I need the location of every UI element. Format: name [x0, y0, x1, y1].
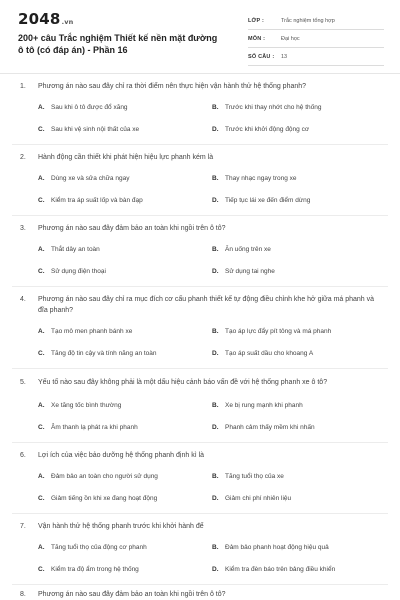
option-letter: A. [38, 104, 45, 111]
question-number: 4. [20, 296, 26, 303]
option-letter: A. [38, 544, 45, 551]
option-text: Xe bị rung mạnh khi phanh [225, 402, 303, 409]
option-text: Thắt dây an toàn [51, 246, 100, 253]
answer-option[interactable] [38, 424, 138, 431]
option-letter: B. [212, 104, 219, 111]
meta-row-subject [248, 30, 384, 48]
answer-option[interactable] [38, 350, 157, 357]
answer-option[interactable] [38, 402, 121, 409]
option-text: Tiếp tục lái xe đến điểm dừng [225, 197, 311, 204]
question-number: 7. [20, 523, 26, 530]
option-letter: A. [38, 473, 45, 480]
answer-option[interactable] [212, 544, 329, 551]
option-letter: C. [38, 350, 45, 357]
question-number: 6. [20, 452, 26, 459]
option-letter: D. [212, 268, 219, 275]
meta-label: MÔN : [248, 35, 266, 42]
option-letter: C. [38, 495, 45, 502]
question-divider [12, 144, 388, 145]
option-text: Giảm chi phí nhiên liệu [225, 495, 292, 502]
question-divider [12, 215, 388, 216]
question-body: Lợi ích của việc bảo dưỡng hệ thống phanh định kì là [38, 452, 205, 459]
question-number: 5. [20, 379, 26, 386]
logo-tld: .vn [61, 18, 74, 26]
option-text: Sử dụng điện thoại [51, 268, 106, 275]
answer-option[interactable] [38, 566, 139, 573]
answer-option[interactable] [212, 350, 313, 357]
quiz-meta [248, 12, 384, 66]
option-text: Xe tăng tốc bình thường [51, 402, 122, 409]
option-letter: C. [38, 126, 45, 133]
option-text: Tăng tuổi thọ của động cơ phanh [51, 544, 147, 551]
answer-option[interactable] [38, 544, 147, 551]
answer-option[interactable] [212, 424, 315, 431]
option-text: Trước khi thay nhớt cho hệ thống [225, 104, 322, 111]
site-logo[interactable] [18, 10, 74, 28]
option-text: Thay nhạc ngay trong xe [225, 175, 297, 182]
option-text: Tạo mô men phanh bánh xe [51, 328, 133, 335]
option-text: Sau khi ô tô được đổ xăng [51, 104, 128, 111]
question-text [20, 82, 380, 93]
option-letter: D. [212, 126, 219, 133]
option-text: Đảm bảo an toàn cho người sử dụng [51, 473, 158, 480]
question-text [20, 451, 380, 462]
meta-value: 13 [281, 53, 288, 60]
option-letter: B. [212, 473, 219, 480]
page-title: 200+ câu Trắc nghiệm Thiết kế nền mặt đường ô tô (có đáp án) - Phần 16 [18, 33, 218, 55]
option-text: Phanh cảm thấy mềm khi nhấn [225, 424, 315, 431]
option-letter: B. [212, 402, 219, 409]
question-divider [12, 584, 388, 585]
option-text: Âm thanh lạ phát ra khi phanh [51, 424, 138, 431]
answer-option[interactable] [212, 197, 310, 204]
answer-option[interactable] [212, 126, 309, 133]
option-letter: A. [38, 246, 45, 253]
option-letter: D. [212, 350, 219, 357]
option-text: Đảm bảo phanh hoạt động hiệu quả [225, 544, 329, 551]
answer-option[interactable] [38, 495, 157, 502]
option-letter: C. [38, 268, 45, 275]
question-body: Vận hành thử hệ thống phanh trước khi khởi hành để [38, 523, 204, 530]
option-text: Tăng độ tin cậy và tính năng an toàn [51, 350, 157, 357]
answer-option[interactable] [38, 473, 158, 480]
option-letter: B. [212, 328, 219, 335]
question-divider [12, 442, 388, 443]
question-divider [12, 286, 388, 287]
meta-label: SỐ CÂU : [248, 53, 275, 60]
option-letter: A. [38, 175, 45, 182]
option-text: Ăn uống trên xe [225, 246, 271, 253]
meta-value: Trắc nghiệm tổng hợp [281, 17, 335, 24]
answer-option[interactable] [38, 268, 106, 275]
option-text: Kiểm tra áp suất lốp và bàn đạp [51, 197, 143, 204]
option-text: Tạo áp lực đẩy pít tông và má phanh [225, 328, 332, 335]
answer-option[interactable] [212, 402, 303, 409]
answer-option[interactable] [212, 495, 291, 502]
meta-row-count [248, 48, 384, 66]
answer-option[interactable] [212, 104, 321, 111]
question-number: 1. [20, 83, 26, 90]
question-body: Phương án nào sau đây đảm bảo an toàn khi ngồi trên ô tô? [38, 591, 226, 598]
option-letter: D. [212, 495, 219, 502]
answer-option[interactable] [38, 126, 139, 133]
answer-option[interactable] [212, 328, 331, 335]
option-text: Tạo áp suất dầu cho khoang A [225, 350, 314, 357]
option-letter: C. [38, 197, 45, 204]
answer-option[interactable] [38, 104, 128, 111]
question-number: 3. [20, 225, 26, 232]
question-text [20, 522, 380, 533]
question-text [20, 590, 380, 600]
question-text [20, 153, 380, 164]
option-text: Sử dụng tai nghe [225, 268, 275, 275]
question-text [20, 378, 380, 389]
question-body: Phương án nào sau đây chỉ ra thời điểm nên thực hiện vận hành thử hệ thống phanh? [38, 83, 307, 90]
option-text: Kiểm tra đèn báo trên bảng điều khiển [225, 566, 336, 573]
question-body: Yếu tố nào sau đây không phải là một dấu hiệu cảnh báo vấn đề với hệ thống phanh xe ô tô? [38, 379, 328, 386]
answer-option[interactable] [38, 197, 143, 204]
logo-text: 2048 [18, 10, 61, 28]
header-divider [0, 73, 400, 74]
option-letter: C. [38, 424, 45, 431]
option-letter: A. [38, 328, 45, 335]
option-letter: B. [212, 175, 219, 182]
question-divider [12, 368, 388, 369]
answer-option[interactable] [38, 246, 100, 253]
question-number: 8. [20, 591, 26, 598]
meta-label: LỚP : [248, 17, 264, 24]
question-body: Phương án nào sau đây chỉ ra mục đích cơ cấu phanh thiết kế tự động điều chỉnh khe hở giữa má phanh và đĩa phanh? [38, 296, 375, 314]
meta-value: Đại học [281, 35, 300, 42]
answer-option[interactable] [38, 328, 132, 335]
answer-option[interactable] [212, 566, 335, 573]
option-letter: D. [212, 424, 219, 431]
option-letter: C. [38, 566, 45, 573]
option-letter: D. [212, 197, 219, 204]
question-text [20, 295, 380, 316]
option-text: Giảm tiếng ồn khi xe đang hoạt động [51, 495, 158, 502]
answer-option[interactable] [212, 246, 271, 253]
option-letter: A. [38, 402, 45, 409]
question-text [20, 224, 380, 235]
question-body: Phương án nào sau đây đảm bảo an toàn khi ngồi trên ô tô? [38, 225, 226, 232]
answer-option[interactable] [38, 175, 129, 182]
answer-option[interactable] [212, 473, 284, 480]
question-number: 2. [20, 154, 26, 161]
option-text: Tăng tuổi thọ của xe [225, 473, 284, 480]
page-header [0, 0, 400, 72]
option-text: Sau khi vệ sinh nội thất của xe [51, 126, 140, 133]
option-letter: B. [212, 544, 219, 551]
option-text: Trước khi khởi động động cơ [225, 126, 310, 133]
meta-row-class [248, 12, 384, 30]
option-text: Kiểm tra độ ẩm trong hệ thống [51, 566, 139, 573]
option-letter: D. [212, 566, 219, 573]
question-divider [12, 513, 388, 514]
question-body: Hành động cần thiết khi phát hiện hiệu lực phanh kém là [38, 154, 214, 161]
answer-option[interactable] [212, 268, 275, 275]
answer-option[interactable] [212, 175, 297, 182]
option-letter: B. [212, 246, 219, 253]
option-text: Dùng xe và sửa chữa ngay [51, 175, 130, 182]
